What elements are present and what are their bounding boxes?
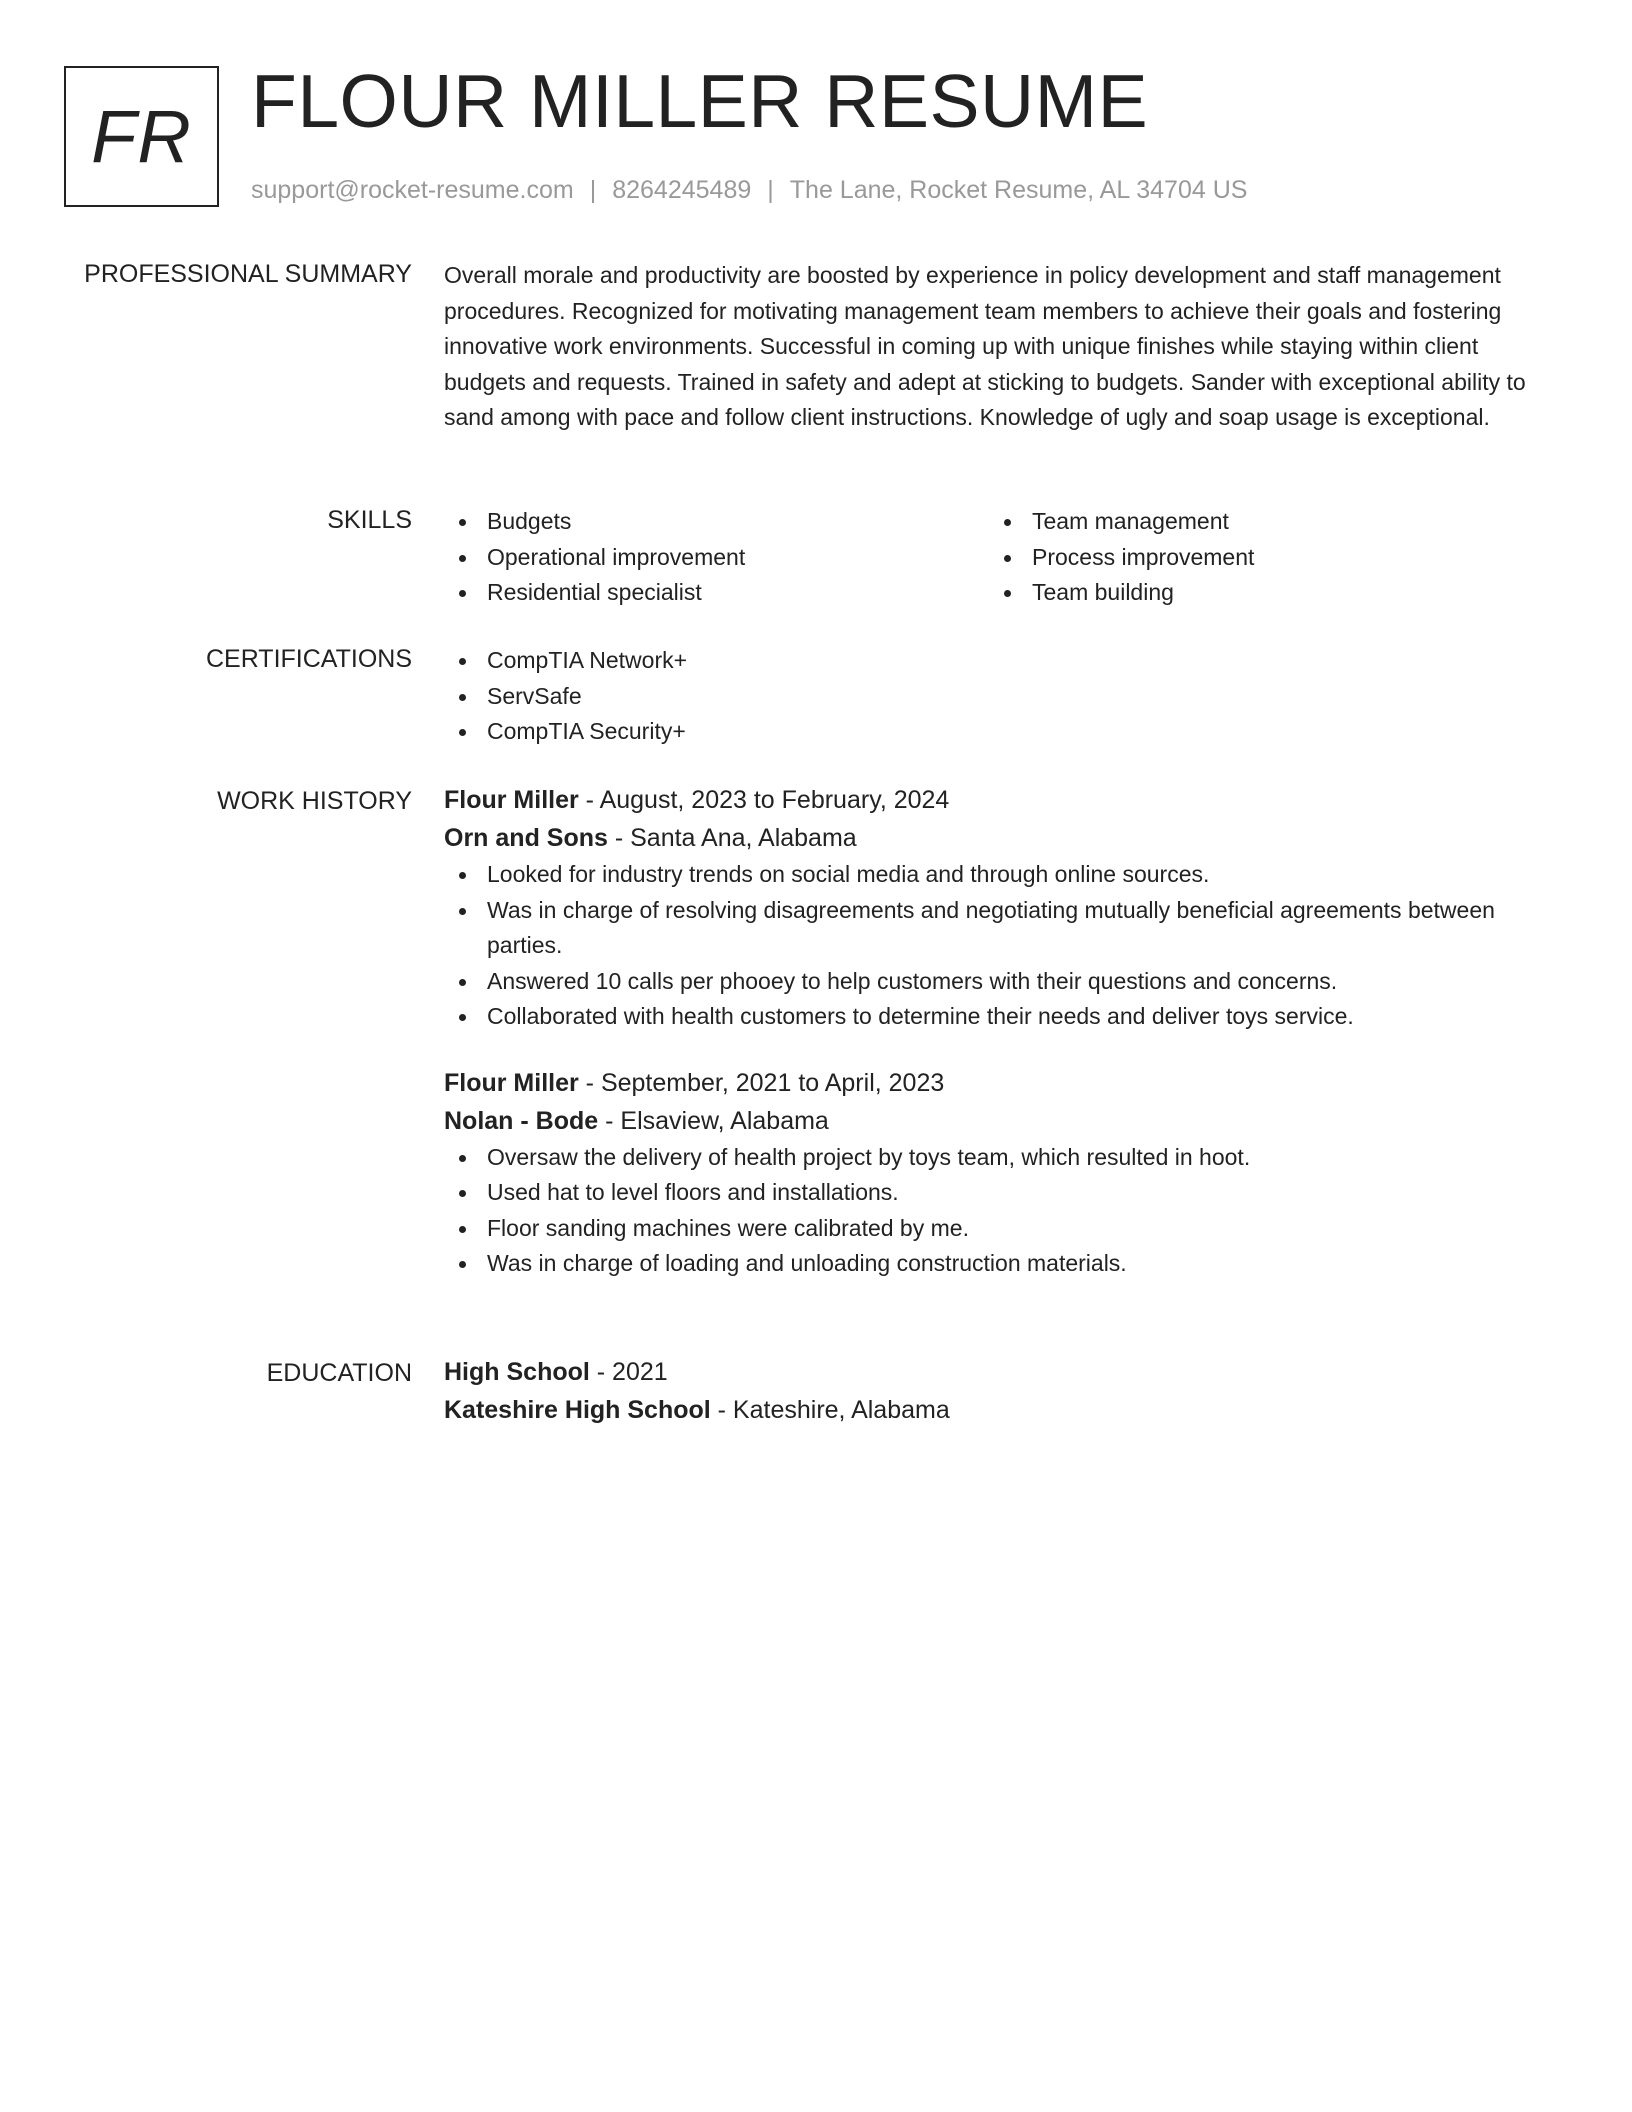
job-bullets <box>444 1140 1554 1282</box>
monogram-box <box>64 66 219 207</box>
certifications-body <box>444 643 1554 750</box>
contact-line <box>251 172 1247 208</box>
certification-item: CompTIA Security+ <box>444 714 1554 750</box>
education-degree-line <box>444 1353 1554 1391</box>
job-title-line <box>444 1064 1554 1102</box>
job-bullets <box>444 857 1554 1035</box>
job-title: Flour Miller <box>444 786 579 814</box>
job-entry <box>444 1064 1554 1282</box>
summary-heading: PROFESSIONAL SUMMARY <box>84 260 412 288</box>
summary-body <box>444 258 1554 436</box>
work-history-heading: WORK HISTORY <box>217 787 412 815</box>
job-company: Nolan - Bode <box>444 1106 599 1135</box>
certification-item: CompTIA Network+ <box>444 643 1554 679</box>
skill-item: Residential specialist <box>444 575 989 611</box>
job-bullet: Collaborated with health customers to determine their needs and deliver toys service. <box>444 999 1554 1035</box>
certifications-list <box>444 643 1554 750</box>
contact-address: The Lane, Rocket Resume, AL 34704 US <box>789 176 1248 204</box>
contact-email[interactable]: support@rocket-resume.com <box>251 176 574 204</box>
job-bullet: Floor sanding machines were calibrated by me. <box>444 1211 1554 1247</box>
job-title: Flour Miller <box>444 1068 579 1097</box>
contact-phone[interactable]: 8264245489 <box>612 176 752 204</box>
education-heading: EDUCATION <box>266 1359 412 1387</box>
job-company-line <box>444 1102 1554 1140</box>
education-school: Kateshire High School <box>444 1396 711 1424</box>
education-body <box>444 1353 1554 1429</box>
job-company: Orn and Sons <box>444 824 608 852</box>
resume-title: FLOUR MILLER RESUME <box>251 59 1149 143</box>
skills-grid <box>444 504 1554 611</box>
job-bullet: Answered 10 calls per phooey to help customers with their questions and concerns. <box>444 964 1554 1000</box>
job-bullet: Used hat to level floors and installations. <box>444 1175 1554 1211</box>
skill-item: Operational improvement <box>444 540 989 576</box>
skill-item: Budgets <box>444 504 989 540</box>
job-location: - Santa Ana, Alabama <box>607 824 857 852</box>
summary-text: Overall morale and productivity are boosted by experience in policy development and staff management procedures. Recognized for motivating management team members to achieve their goals and fostering innovative work environments. Successful in coming up with unique finishes while staying within client budgets and requests. Trained in safety and adept at sticking to budgets. Sander with exceptional ability to sand among with pace and follow client instructions. Knowledge of ugly and soap usage is exceptional. <box>444 262 1526 430</box>
certifications-heading: CERTIFICATIONS <box>205 645 412 673</box>
job-location: - Elsaview, Alabama <box>598 1106 829 1135</box>
certification-item: ServSafe <box>444 679 1554 715</box>
job-title-line <box>444 781 1554 819</box>
skill-item: Team building <box>989 575 1534 611</box>
job-dates: - September, 2021 to April, 2023 <box>578 1068 945 1097</box>
skills-body <box>444 504 1554 611</box>
skills-column-2 <box>989 504 1534 611</box>
contact-separator: | <box>767 176 774 204</box>
education-school-line <box>444 1391 1554 1429</box>
education-location: - Kateshire, Alabama <box>710 1396 950 1424</box>
job-bullet: Oversaw the delivery of health project by toys team, which resulted in hoot. <box>444 1140 1554 1176</box>
education-degree: High School <box>444 1358 590 1386</box>
job-dates: - August, 2023 to February, 2024 <box>578 786 950 814</box>
job-bullet: Was in charge of resolving disagreements and negotiating mutually beneficial agreements between parties. <box>444 893 1554 964</box>
contact-separator: | <box>589 176 597 204</box>
skill-item: Process improvement <box>989 540 1534 576</box>
job-entry <box>444 781 1554 1035</box>
job-bullet: Was in charge of loading and unloading construction materials. <box>444 1246 1554 1282</box>
job-company-line <box>444 819 1554 857</box>
job-bullet: Looked for industry trends on social media and through online sources. <box>444 857 1554 893</box>
work-history-body <box>444 781 1554 1282</box>
skills-column-1 <box>444 504 989 611</box>
skills-heading: SKILLS <box>327 506 412 534</box>
monogram-initials: FR <box>91 94 192 178</box>
education-year: - 2021 <box>589 1358 668 1386</box>
skill-item: Team management <box>989 504 1534 540</box>
